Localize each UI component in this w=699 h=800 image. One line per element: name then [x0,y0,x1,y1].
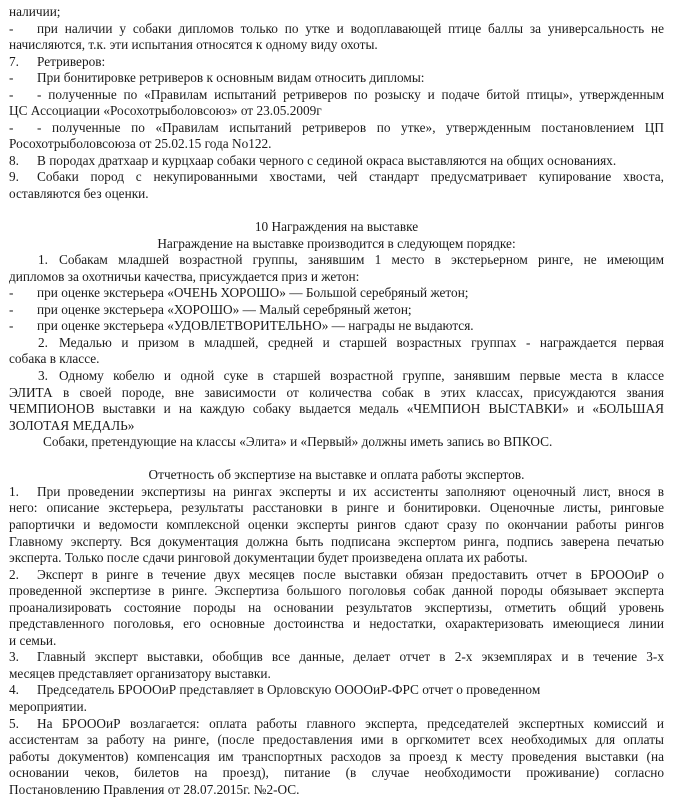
line-text: ЦС Ассоциации «Росохотрыболовсоюз» от 23.05.2009г [9,103,322,119]
line-text: при оценке экстерьера «ХОРОШО» — Малый серебряный жетон; [37,301,412,317]
text-line [9,633,664,650]
list-item-line [9,368,664,385]
section-heading-reporting [9,467,664,484]
line-text: и семьи. [9,632,57,648]
list-item-line [9,484,664,501]
blank-line [9,451,664,468]
line-text: Ретриверов: [37,53,106,69]
item-number-marker: 4. [9,682,19,698]
list-item-line [9,169,664,186]
text-line [9,500,664,517]
text-line [9,269,664,286]
text-line [9,583,664,600]
line-text: - полученные по «Правилам испытаний ретриверов по утке», утвержденным постановлением ЦП [37,119,664,135]
line-text: месяцев представляет организатору выставки. [9,665,271,681]
line-text: Главный эксперт выставки, обобщив все данные, делает отчет в 2-х экземплярах и в течение 3-х [37,649,664,665]
line-text: Собакам младшей возрастной группы, занявшим 1 место в экстерьерном ринге, не имеющим [59,252,664,268]
item-number-marker: 1. [38,252,48,268]
text-line [9,534,664,551]
text-line [9,351,664,368]
line-text: него: описание экстерьера, результаты расстановки в ринге и бонитировки. Оценочные листы, ринговые [9,500,664,516]
list-item-line [9,153,664,170]
item-number-marker: 5. [9,715,19,731]
text-line [9,4,664,21]
list-item-line [9,567,664,584]
list-item-line [9,120,664,137]
line-text: наличии; [9,4,61,19]
list-dash-marker: - [9,70,14,86]
section-heading-awards [9,219,664,236]
line-text: ассистентам за работу на ринге, (после предоставления ими в оргкомитет всех необходимых для оплаты [9,732,664,748]
text-line [9,401,664,418]
text-line [9,186,664,203]
text-line [9,616,664,633]
text-line [9,136,664,153]
list-dash-marker: - [9,119,14,135]
line-text: мероприятии. [9,698,87,714]
text-line [9,600,664,617]
line-text: Главному эксперту. Вся документация должна быть подписана экспертом ринга, подпись заверена печатью [9,533,664,549]
list-dash-marker: - [9,285,14,301]
item-number-marker: 8. [9,152,19,168]
line-text: Собаки, претендующие на классы «Элита» и «Первый» должны иметь запись во ВПКОС. [43,434,553,450]
line-text: дипломов за охотничьи качества, присуждается приз и жетон: [9,268,360,284]
line-text: Одному кобелю и одной суке в старшей возрастной группе, занявшим первые места в классе [59,368,664,384]
line-text: эксперта. Только после сдачи ринговой документации будет произведена оплата их работы. [9,550,528,566]
line-text: Постановлению Правления от 28.07.2015г. №2-ОС. [9,781,300,797]
list-item-line [9,302,664,319]
list-item-line [9,649,664,666]
text-line [9,699,664,716]
list-dash-marker: - [9,301,14,317]
line-text: проанализировать состояние породы на основании результатов экспертизы, отметить общий уровень [9,599,664,615]
line-text: В породах дратхаар и курцхаар собаки черного с сединой окраса выставляются на общих основаниях. [37,152,617,168]
item-number-marker: 7. [9,53,19,69]
list-item-line [9,335,664,352]
line-text: при наличии у собаки дипломов только по утке и водоплавающей птице баллы за универсальность не [37,20,664,36]
line-text: при оценке экстерьера «ОЧЕНЬ ХОРОШО» — Большой серебряный жетон; [37,285,469,301]
blank-line [9,203,664,220]
item-number-marker: 1. [9,483,19,499]
section-heading-reporting-text: Отчетность об экспертизе на выставке и оплата работы экспертов. [148,467,525,483]
text-line [9,666,664,683]
line-text: Собаки пород с некупированными хвостами, чей стандарт предусматривает купирование хвоста, [37,169,664,185]
text-line [9,517,664,534]
line-text: Награждение на выставке производится в следующем порядке: [157,235,516,251]
item-number-marker: 3. [9,649,19,665]
text-line [9,37,664,54]
text-line [9,434,664,451]
line-text: собака в классе. [9,351,100,367]
section-heading-awards-text: 10 Награждения на выставке [254,219,419,235]
line-text: Росохотрыболовсоюза от 25.02.15 года No122. [9,136,272,152]
line-text: работы документов) компенсация им транспортных расходов за проезд к месту проведения выставки (на [9,748,664,764]
list-item-line [9,318,664,335]
line-text: представленного поголовья, его основные достоинства и недостатки, охарактеризовать имеющиеся линии [9,616,664,632]
line-text: Председатель БРОООиР представляет в Орловскую ООООиР-ФРС отчет о проведенном [37,682,541,698]
line-text: рапортички и ведомости комплексной оценки эксперты рингов сдают сразу по окончании работы рингов [9,516,664,532]
line-text: оставляются без оценки. [9,186,149,202]
text-line [9,550,664,567]
line-text: Эксперт в ринге в течение двух месяцев после выставки обязан предоставить отчет в БРОООиР о [37,566,664,582]
line-text: при оценке экстерьера «УДОВЛЕТВОРИТЕЛЬНО» — награды не выдаются. [37,318,474,334]
text-line [9,782,664,799]
list-item-line [9,682,664,699]
list-item-line [9,716,664,733]
item-number-marker: 2. [9,566,19,582]
line-text: проведенной экспертизе в ринге. Экспертиза большого поголовья собак данной породы обязывает эксперта [9,583,664,599]
item-number-marker: 9. [9,169,19,185]
line-text: - полученные по «Правилам испытаний ретриверов по розыску и подаче битой птицы», утвержденным [37,86,664,102]
text-line [9,765,664,782]
text-line [9,749,664,766]
line-text: При бонитировке ретриверов к основным видам относить дипломы: [37,70,425,86]
list-item-line [9,285,664,302]
list-item-line [9,70,664,87]
line-text: ЧЕМПИОНОВ выставки и на каждую собаку выдается медаль «ЧЕМПИОН ВЫСТАВКИ» и «БОЛЬШАЯ [9,401,664,417]
text-line [9,103,664,120]
text-line [9,236,664,253]
list-dash-marker: - [9,20,14,36]
line-text: начисляются, т.к. эти испытания относятся к одному виду охоты. [9,37,378,53]
list-dash-marker: - [9,86,14,102]
text-line [9,732,664,749]
line-text: Медалью и призом в младшей, средней и старшей возрастных группах - награждается первая [59,334,664,350]
item-number-marker: 3. [38,368,48,384]
text-line [9,418,664,435]
list-dash-marker: - [9,318,14,334]
item-number-marker: 2. [38,334,48,350]
list-item-line [9,21,664,38]
line-text: основании чеков, билетов на проезд), питание (в случае необходимости проживание) согласно [9,765,664,781]
line-text: ЗОЛОТАЯ МЕДАЛЬ» [9,417,135,433]
text-line [9,385,664,402]
list-item-line [9,87,664,104]
line-text: На БРОООиР возлагается: оплата работы главного эксперта, председателей экспертных комиссий и [37,715,664,731]
line-text: ЭЛИТА в своей породе, вне зависимости от количества собак в этих классах, присуждаются звания [9,384,664,400]
list-item-line [9,252,664,269]
line-text: При проведении экспертизы на рингах эксперты и их ассистенты заполняют оценочный лист, внося в [37,483,664,499]
list-item-line [9,54,664,71]
